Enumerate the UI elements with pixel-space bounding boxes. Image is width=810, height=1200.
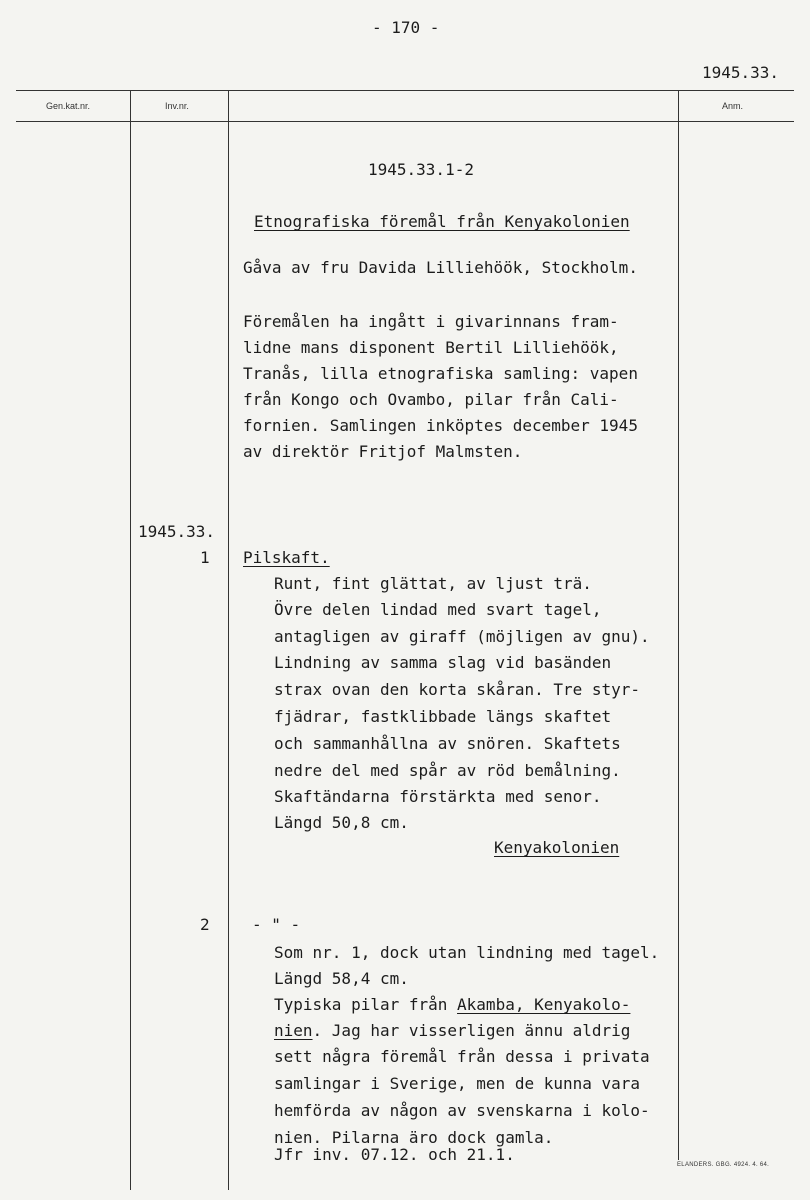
item1-line: Skaftändarna förstärkta med senor. <box>274 787 602 806</box>
item1-line: och sammanhållna av snören. Skaftets <box>274 734 621 753</box>
item2-origin-underlined: Akamba, Kenyakolo- <box>457 995 631 1014</box>
item1-line: Längd 50,8 cm. <box>274 813 409 832</box>
item2-text: . Jag har visserligen ännu aldrig <box>312 1021 631 1040</box>
item2-line: Jfr inv. 07.12. och 21.1. <box>274 1145 515 1164</box>
column-divider-1 <box>130 90 131 1190</box>
item1-line: Runt, fint glättat, av ljust trä. <box>274 574 592 593</box>
intro-line: av direktör Fritjof Malmsten. <box>243 442 523 461</box>
item2-origin-underlined: nien <box>274 1021 313 1040</box>
intro-line: lidne mans disponent Bertil Lilliehöök, <box>243 338 619 357</box>
collection-heading: Etnografiska föremål från Kenyakolonien <box>254 212 630 231</box>
item1-line: fjädrar, fastklibbade längs skaftet <box>274 707 612 726</box>
header-anm: Anm. <box>722 101 744 111</box>
column-divider-2 <box>228 90 229 1190</box>
item1-title: Pilskaft. <box>243 548 330 567</box>
item1-line: Lindning av samma slag vid basänden <box>274 653 612 672</box>
page-number: - 170 - <box>372 18 440 37</box>
inv-number-1: 1 <box>200 548 210 567</box>
entry-title: 1945.33.1-2 <box>368 160 474 179</box>
item2-line: hemförda av någon av svenskarna i kolo- <box>274 1101 650 1120</box>
item1-line: nedre del med spår av röd bemålning. <box>274 761 621 780</box>
printer-mark: ELANDERS. GBG. 4924. 4. 64. <box>677 1162 770 1168</box>
gift-line: Gåva av fru Davida Lilliehöök, Stockholm. <box>243 258 638 277</box>
item2-line: sett några föremål från dessa i privata <box>274 1047 650 1066</box>
item2-line <box>274 995 630 1015</box>
column-divider-3 <box>678 90 679 1160</box>
intro-line: fornien. Samlingen inköptes december 1945 <box>243 416 638 435</box>
header-gen-kat-nr: Gen.kat.nr. <box>46 101 91 111</box>
item2-line <box>274 1021 630 1041</box>
header-inv-nr: Inv.nr. <box>165 101 189 111</box>
item2-text: Typiska pilar från <box>274 995 458 1014</box>
top-reference: 1945.33. <box>702 63 780 82</box>
intro-line: Tranås, lilla etnografiska samling: vapen <box>243 364 638 383</box>
intro-line: från Kongo och Ovambo, pilar från Cali- <box>243 390 619 409</box>
intro-line: Föremålen ha ingått i givarinnans fram- <box>243 312 619 331</box>
item2-line: Längd 58,4 cm. <box>274 969 409 988</box>
item1-line: Övre delen lindad med svart tagel, <box>274 600 602 619</box>
item2-ditto: - " - <box>252 915 301 934</box>
item1-line: strax ovan den korta skåran. Tre styr- <box>274 680 641 699</box>
item2-line: samlingar i Sverige, men de kunna vara <box>274 1074 641 1093</box>
item1-origin: Kenyakolonien <box>494 838 620 857</box>
item1-line: antagligen av giraff (möjligen av gnu). <box>274 627 650 646</box>
item2-line: nien. Pilarna äro dock gamla. <box>274 1128 554 1147</box>
inv-number-2: 2 <box>200 915 210 934</box>
item2-line: Som nr. 1, dock utan lindning med tagel. <box>274 943 660 962</box>
inv-prefix: 1945.33. <box>138 522 216 541</box>
